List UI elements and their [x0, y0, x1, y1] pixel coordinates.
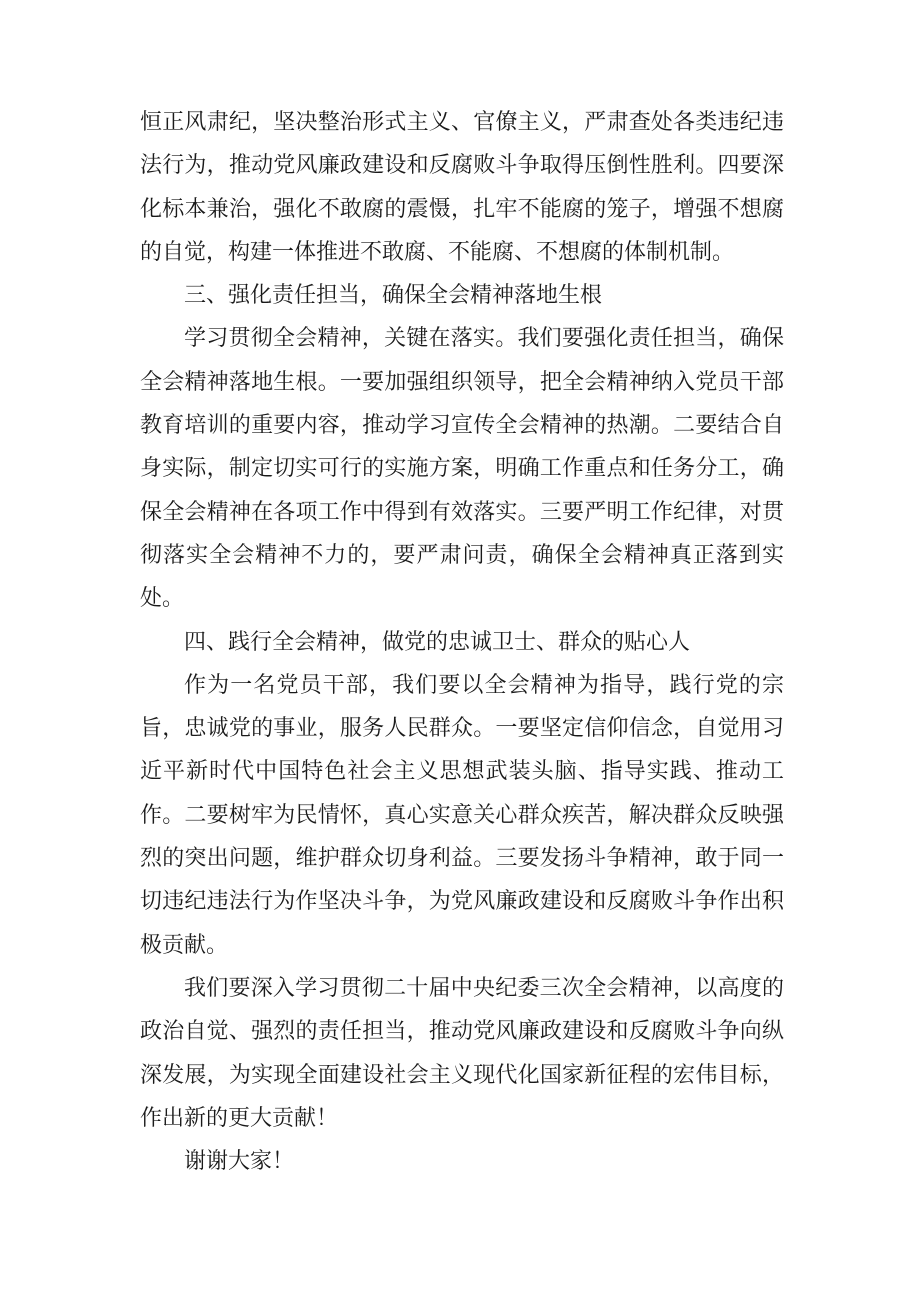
section-heading-three: 三、强化责任担当，确保全会精神落地生根	[184, 283, 603, 309]
body-paragraph: 作为一名党员干部，我们要以全会精神为指导，践行党的宗旨，忠诚党的事业，服务人民群众。一要坚定信仰信念，自觉用习近平新时代中国特色社会主义思想武装头脑、指导实践、推动工作。二要树牢为民情怀，真心实意关心群众疾苦，解决群众反映强烈的突出问题，维护群众切身利益。三要发扬斗争精神，敢于同一切违纪违法行为作坚决斗争，为党风廉政建设和反腐败斗争作出积极贡献。	[140, 672, 784, 958]
section-heading-four: 四、践行全会精神，做党的忠诚卫士、群众的贴心人	[184, 629, 691, 655]
continuation-paragraph: 恒正风肃纪，坚决整治形式主义、官僚主义，严肃查处各类违纪违法行为，推动党风廉政建设和反腐败斗争取得压倒性胜利。四要深化标本兼治，强化不敢腐的震慑，扎牢不能腐的笼子，增强不想腐的自觉，构建一体推进不敢腐、不能腐、不想腐的体制机制。	[140, 110, 784, 265]
closing-paragraph: 我们要深入学习贯彻二十届中央纪委三次全会精神，以高度的政治自觉、强烈的责任担当，推动党风廉政建设和反腐败斗争向纵深发展，为实现全面建设社会主义现代化国家新征程的宏伟目标，作出新的更大贡献！	[140, 975, 784, 1131]
body-paragraph: 学习贯彻全会精神，关键在落实。我们要强化责任担当，确保全会精神落地生根。一要加强组织领导，把全会精神纳入党员干部教育培训的重要内容，推动学习宣传全会精神的热潮。二要结合自身实际，制定切实可行的实施方案，明确工作重点和任务分工，确保全会精神在各项工作中得到有效落实。三要严明工作纪律，对贯彻落实全会精神不力的，要严肃问责，确保全会精神真正落到实处。	[140, 326, 784, 612]
document-body	[140, 101, 784, 1183]
thanks-line: 谢谢大家！	[184, 1149, 295, 1175]
